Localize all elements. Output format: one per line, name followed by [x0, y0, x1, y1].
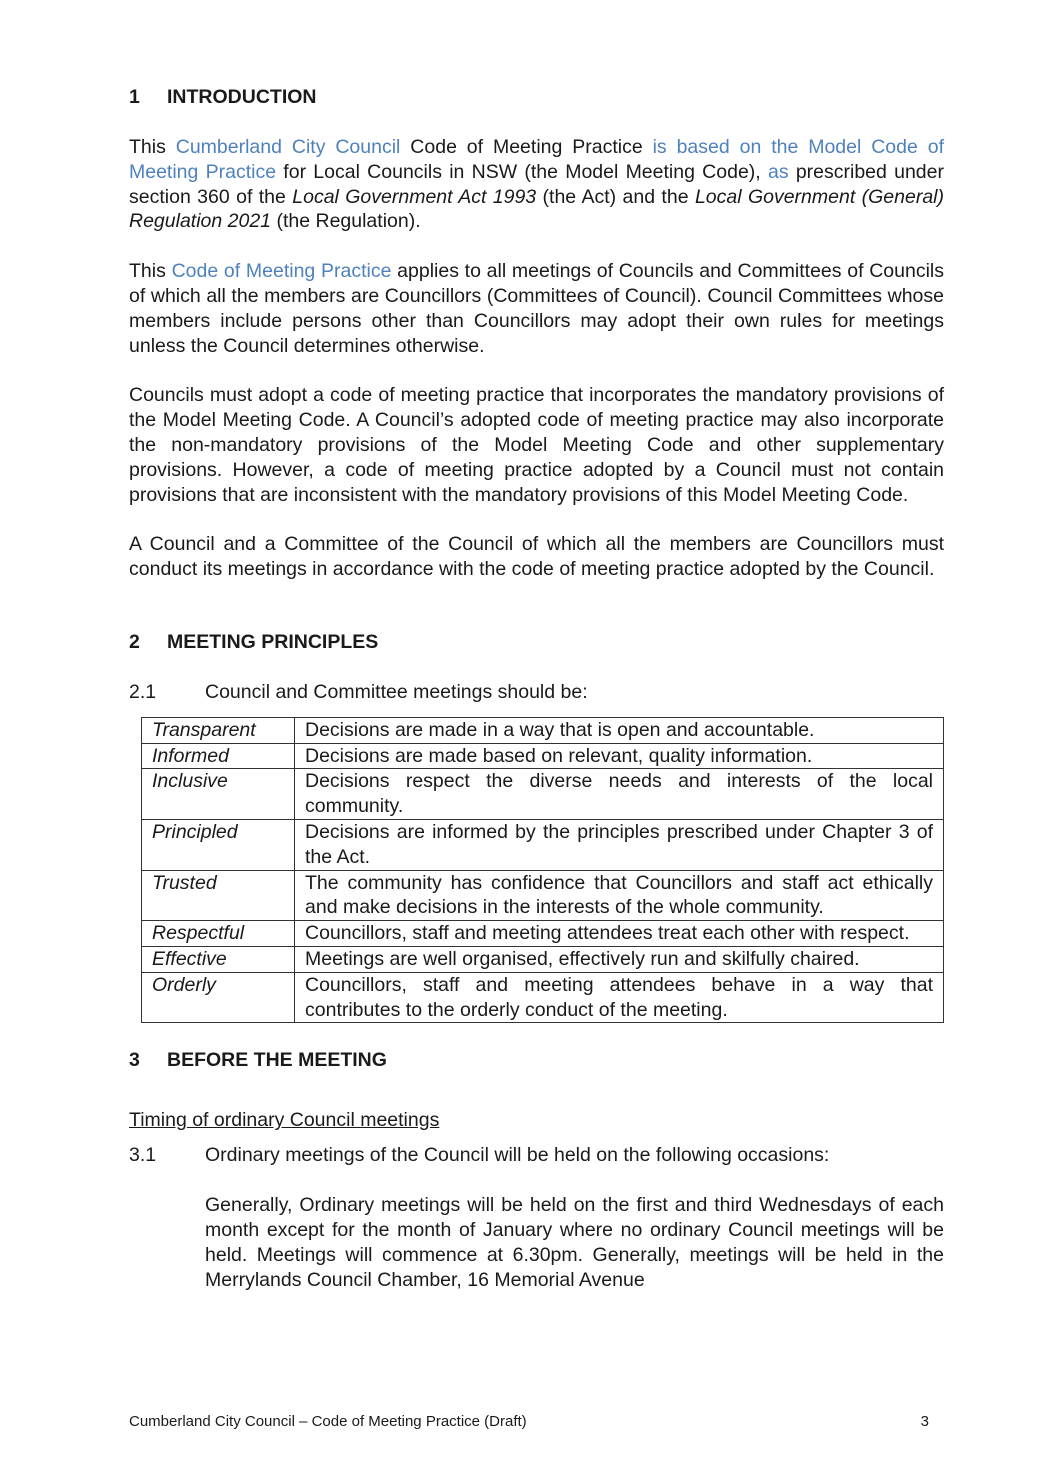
- principle-term: Informed: [142, 743, 295, 769]
- principle-description: Decisions are informed by the principles prescribed under Chapter 3 of the Act.: [295, 819, 944, 870]
- principles-table: [141, 717, 944, 1024]
- table-row: [142, 717, 944, 743]
- text-run: for Local Councils in NSW (the Model Meeting Code),: [276, 160, 768, 183]
- section-title: MEETING PRINCIPLES: [167, 630, 379, 653]
- section-1-heading: [129, 86, 944, 109]
- act-title: Local Government Act 1993: [292, 185, 537, 208]
- section-number: 3: [129, 1049, 140, 1072]
- page-number: 3: [920, 1413, 929, 1430]
- clause-3-1-paragraph: Generally, Ordinary meetings will be held on the first and third Wednesdays of each month except for the month of January where no ordinary Council meetings will be held. Meetings will commence at 6.30pm. Generally, meetings will be held in the Merrylands Council Chamber, 16 Memorial Avenue: [205, 1194, 944, 1291]
- principle-description: Councillors, staff and meeting attendees treat each other with respect.: [295, 921, 944, 947]
- table-row: [142, 819, 944, 870]
- document-page: [129, 86, 944, 1292]
- principle-term: Inclusive: [142, 769, 295, 820]
- subheading-timing: Timing of ordinary Council meetings: [129, 1109, 440, 1132]
- text-run: This: [129, 260, 172, 283]
- intro-paragraph-4: A Council and a Committee of the Council of which all the members are Councillors must conduct its meetings in accordance with the code of meeting practice adopted by the Council.: [129, 533, 944, 581]
- principle-description: Decisions are made based on relevant, quality information.: [295, 743, 944, 769]
- text-run: Code of Meeting Practice: [400, 136, 653, 158]
- clause-2-1: [129, 680, 944, 705]
- clause-text: Council and Committee meetings should be:: [205, 680, 588, 703]
- table-row: [142, 870, 944, 921]
- principle-description: Decisions are made in a way that is open and accountable.: [295, 717, 944, 743]
- regulation-title: Local Government (General) Regulation 2021: [129, 185, 944, 233]
- code-name-text: Code of Meeting Practice: [171, 260, 392, 283]
- section-2-heading: [129, 631, 944, 654]
- principle-term: Transparent: [142, 717, 295, 743]
- section-title: BEFORE THE MEETING: [167, 1049, 387, 1072]
- principle-description: Decisions respect the diverse needs and interests of the local community.: [295, 769, 944, 820]
- section-number: 1: [129, 86, 140, 108]
- intro-paragraph-3: Councils must adopt a code of meeting practice that incorporates the mandatory provisions of the Model Meeting Code. A Council’s adopted code of meeting practice may also incorporate the non-mandatory provisions of the Model Meeting Code and other supplementary provisions. However, a code of meeting practice adopted by a Council must not contain provisions that are inconsistent with the mandatory provisions of this Model Meeting Code.: [129, 384, 944, 506]
- principle-term: Orderly: [142, 972, 295, 1023]
- principle-term: Principled: [142, 819, 295, 870]
- text-run: (the Act) and the: [536, 185, 695, 208]
- principle-term: Effective: [142, 946, 295, 972]
- council-name-text: Cumberland City Council: [175, 136, 401, 158]
- table-row: [142, 921, 944, 947]
- principle-term: Respectful: [142, 921, 295, 947]
- principle-description: Meetings are well organised, effectively run and skilfully chaired.: [295, 946, 944, 972]
- table-row: [142, 743, 944, 769]
- intro-paragraph-1: [129, 135, 944, 234]
- section-3-heading: [129, 1049, 944, 1072]
- principle-description: Councillors, staff and meeting attendees behave in a way that contributes to the orderly conduct of the meeting.: [295, 972, 944, 1023]
- intro-paragraph-2: [129, 259, 944, 358]
- section-title: INTRODUCTION: [167, 86, 317, 108]
- clause-text: Ordinary meetings of the Council will be held on the following occasions:: [205, 1144, 830, 1167]
- table-row: [142, 946, 944, 972]
- table-row: [142, 972, 944, 1023]
- text-run: This: [129, 136, 176, 158]
- footer-title: Cumberland City Council – Code of Meeting Practice (Draft): [129, 1413, 527, 1430]
- text-run: (the Regulation).: [271, 210, 421, 233]
- table-row: [142, 769, 944, 820]
- as-text: as: [767, 160, 789, 183]
- clause-3-1: [129, 1143, 944, 1168]
- principle-term: Trusted: [142, 870, 295, 921]
- page-footer: [129, 1413, 929, 1430]
- principle-description: The community has confidence that Councillors and staff act ethically and make decisions in the interests of the whole community.: [295, 870, 944, 921]
- clause-number: 2.1: [129, 680, 157, 703]
- clause-number: 3.1: [129, 1144, 157, 1167]
- model-code-text: is based on the Model Code of Meeting Practice: [129, 136, 944, 183]
- section-number: 2: [129, 630, 140, 653]
- text-run: applies to all meetings of Councils and Committees of Councils of which all the members are Councillors (Committees of Council). Council Committees whose members include persons other than Councillors may adopt their own rules for meetings unless the Council determines otherwise.: [129, 260, 944, 357]
- text-run: prescribed under section 360 of the: [129, 160, 944, 208]
